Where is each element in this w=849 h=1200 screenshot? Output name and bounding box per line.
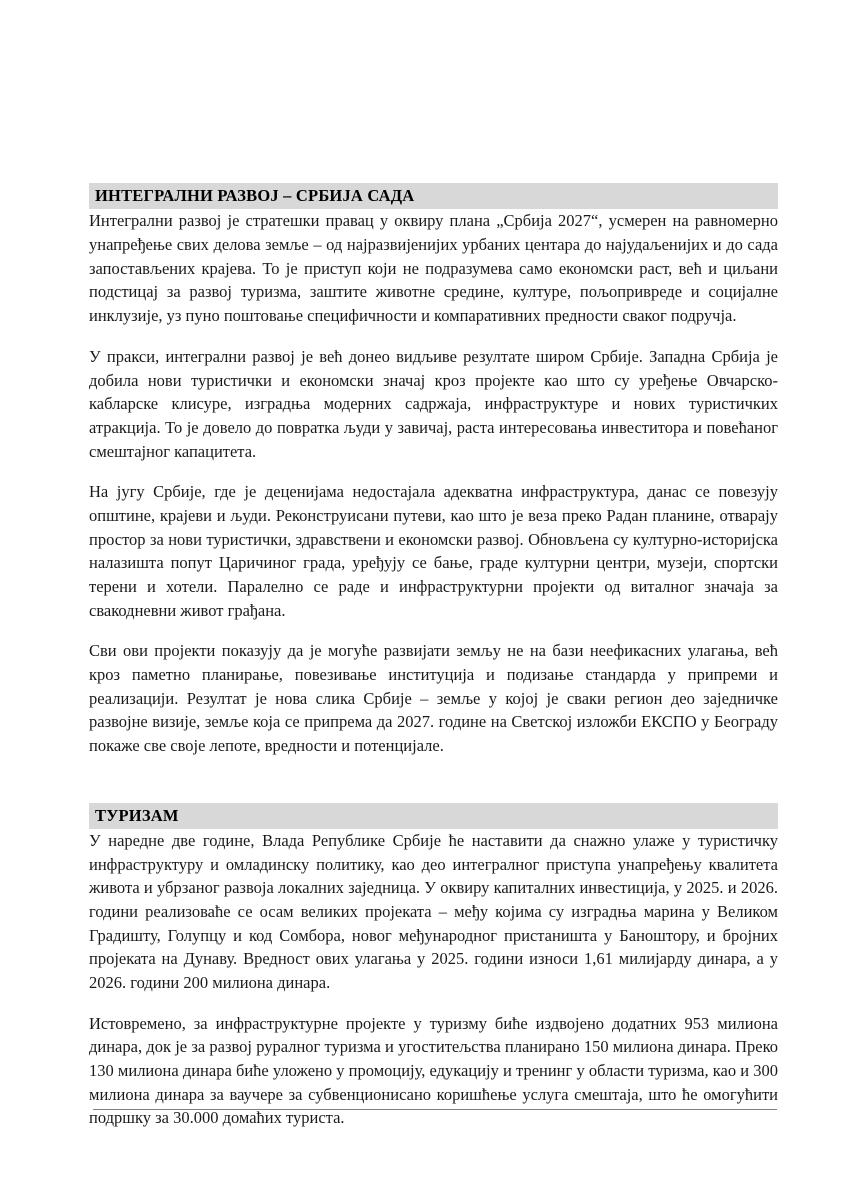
section-heading-integralni-razvoj: ИНТЕГРАЛНИ РАЗВОЈ – СРБИЈА САДА — [89, 183, 778, 209]
paragraph: У пракси, интегрални развој је већ донео видљиве резултате широм Србије. Западна Србија је добила нови туристички и економски значај кроз пројекте као што су уређење Овчарско-кабларске клисуре, изградња модерних садржаја, инфраструктуре и нових туристичких атракција. То је довело до повратка људи у завичај, раста интересовања инвеститора и повећаног смештајног капацитета. — [89, 346, 778, 461]
footer-divider — [93, 1109, 777, 1110]
section-heading-turizam: ТУРИЗАМ — [89, 803, 778, 829]
paragraph: У наредне две године, Влада Републике Србије ће наставити да снажно улаже у туристичку инфраструктуру и омладинску политику, као део интегралног приступа унапређењу квалитета живота и убрзаног развоја локалних заједница. У оквиру капиталних инвестиција, у 2025. и 2026. години реализоваће се осам великих пројеката – међу којима су изградња марина у Великом Градишту, Голупцу и код Сомбора, новог међународног пристаништа у Баноштору, и бројних пројеката на Дунаву. Вредност ових улагања у 2025. години износи 1,61 милијарду динара, а у 2026. години 200 милиона динара. — [89, 831, 778, 993]
paragraph: На југу Србије, где је деценијама недостајала адекватна инфраструктура, данас се повезују општине, крајеви и људи. Реконструисани путеви, као што је веза преко Радан планине, отварају простор за нови туристички, здравствени и економски развој. Обновљена су културно-историјска налазишта попут Царичиног града, уређују се бање, граде културни центри, музеји, спортски терени и хотели. Паралелно се раде и инфраструктурни пројекти од виталног значаја за свакодневни живот грађана. — [89, 482, 778, 620]
document-content — [89, 0, 778, 1130]
paragraph: Сви ови пројекти показују да је могуће развијати земљу не на бази неефикасних улагања, већ кроз паметно планирање, повезивање институција и подизање стандарда у припреми и реализацији. Резултат је нова слика Србије – земље у којој је сваки регион део заједничке развојне визије, земље која се припрема да 2027. године на Светској изложби ЕКСПО у Београду покаже све своје лепоте, вредности и потенцијале. — [89, 641, 778, 755]
paragraph: Интегрални развој је стратешки правац у оквиру плана „Србија 2027“, усмерен на равномерно унапређење свих делова земље – од најразвијенијих урбаних центара до најудаљенијих и до сада запостављених крајева. То је приступ који не подразумева само економски раст, већ и циљани подстицај за развој туризма, заштите животне средине, културе, пољопривреде и социјалне инклузије, уз пуно поштовање специфичности и компаративних предности сваког подручја. — [89, 211, 778, 326]
paragraph: Истовремено, за инфраструктурне пројекте у туризму биће издвојено додатних 953 милиона динара, док је за развој руралног туризма и угоститељства планирано 150 милиона динара. Преко 130 милиона динара биће уложено у промоцију, едукацију и тренинг у области туризма, као и 300 милиона динара за ваучере за субвенционисано коришћење услуга смештаја, што ће омогућити подршку за 30.000 домаћих туриста. — [89, 1013, 778, 1128]
